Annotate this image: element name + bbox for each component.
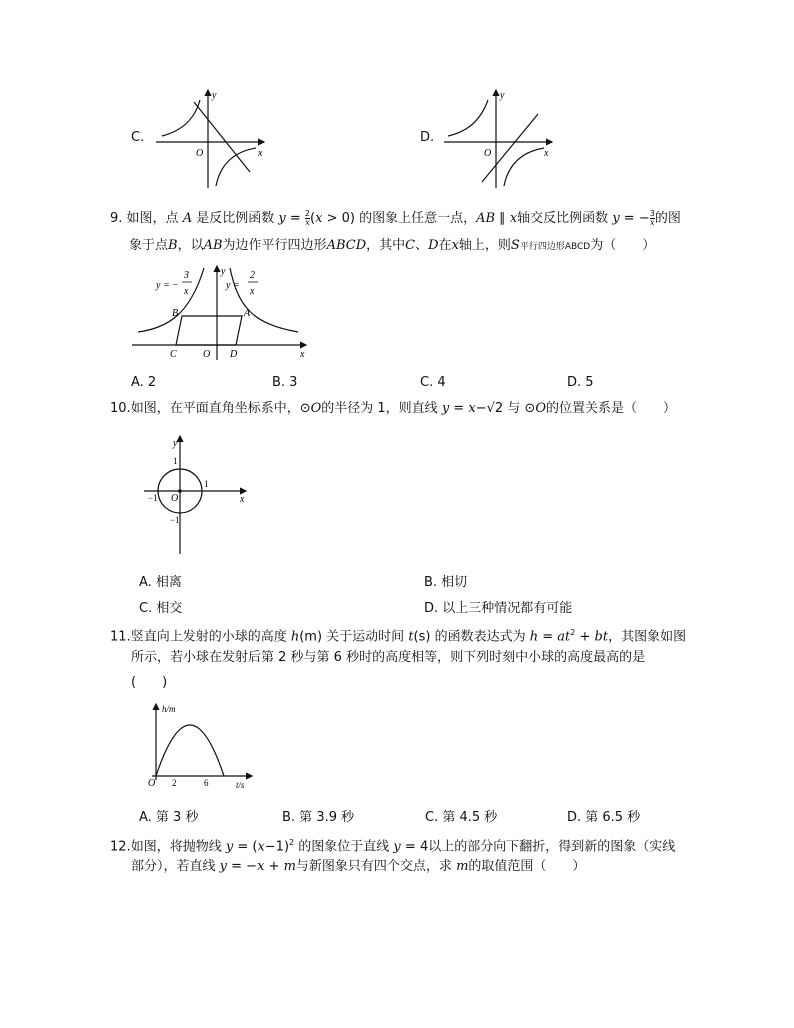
curve-upper-left	[448, 100, 488, 136]
q8-option-d-label: D.	[420, 130, 435, 145]
curve-upper-left	[162, 100, 200, 136]
q11-line2: 所示，若小球在发射后第 2 秒与第 6 秒时的高度相等，则下列时刻中小球的高度最高的是	[131, 650, 646, 665]
q8-option-d-graph	[440, 86, 560, 190]
svg-text:y = −: y = −	[156, 280, 179, 291]
svg-text:x: x	[544, 148, 549, 159]
q12-line1: 12.如图，将抛物线 $y = (x-1)^2$ 的图象位于直线 y = 4以上的部分向下翻折，得到新的图象（实线	[110, 838, 676, 855]
svg-text:x: x	[184, 286, 189, 297]
curve-lower-right	[504, 148, 544, 186]
q11-option-d[interactable]: D. 第 6.5 秒	[567, 810, 641, 825]
q10-line1: 10.如图，在平面直角坐标系中，⊙O的半径为 1，则直线 y = x−√2 与 ⊙O的位置关系是（ ）	[110, 401, 676, 416]
svg-text:y =: y =	[226, 280, 240, 291]
q10-figure	[140, 432, 252, 556]
svg-text:6: 6	[204, 778, 209, 788]
svg-text:3: 3	[184, 270, 189, 281]
svg-text:t/s: t/s	[236, 780, 245, 790]
svg-text:x: x	[250, 286, 255, 297]
q9-option-a[interactable]: A. 2	[131, 375, 157, 390]
svg-text:−1: −1	[170, 515, 180, 525]
svg-text:h/m: h/m	[162, 704, 176, 714]
svg-text:2: 2	[172, 778, 177, 788]
curve-neg-3-over-x	[138, 268, 204, 332]
svg-text:B: B	[172, 308, 179, 319]
parabola-h-t	[156, 725, 224, 776]
q10-option-a[interactable]: A. 相离	[139, 575, 182, 590]
q10-option-c[interactable]: C. 相交	[139, 601, 183, 616]
q9-option-d[interactable]: D. 5	[567, 375, 594, 390]
svg-text:1: 1	[173, 456, 178, 466]
svg-text:x: x	[240, 494, 245, 505]
line	[194, 102, 250, 172]
svg-text:O: O	[148, 778, 156, 789]
svg-text:y: y	[212, 90, 217, 101]
svg-text:C: C	[170, 349, 177, 360]
svg-text:D: D	[230, 349, 238, 360]
q11-figure	[140, 700, 260, 794]
svg-text:O: O	[484, 148, 492, 159]
q11-option-a[interactable]: A. 第 3 秒	[139, 810, 199, 825]
svg-text:2: 2	[250, 270, 255, 281]
q9-line2: 象于点B，以AB为边作平行四边形ABCD，其中C、D在x轴上，则S平行四边形ABCD为（ ）	[129, 238, 656, 253]
q9-option-b[interactable]: B. 3	[272, 375, 298, 390]
q11-option-b[interactable]: B. 第 3.9 秒	[282, 810, 355, 825]
svg-text:O: O	[196, 148, 204, 159]
svg-text:y: y	[221, 266, 226, 277]
q11-line3: ( )	[131, 675, 168, 690]
svg-text:A: A	[244, 308, 251, 319]
svg-text:y: y	[173, 438, 178, 449]
q10-option-b[interactable]: B. 相切	[424, 575, 468, 590]
svg-text:1: 1	[204, 479, 209, 489]
svg-text:x: x	[258, 148, 263, 159]
q8-option-c-graph	[150, 86, 270, 190]
q12-line2: 部分），若直线 y = −x + m与新图象只有四个交点，求 m的取值范围（ ）	[131, 859, 586, 874]
q10-option-d[interactable]: D. 以上三种情况都有可能	[424, 601, 573, 616]
svg-text:y: y	[500, 90, 505, 101]
q9-line1: 9. 如图，点 A 是反比例函数 y = $\frac{2}{x}$ (x > 0) 的图象上任意一点，AB ∥ x轴交反比例函数 y = − $\frac{3}{x}$ 的图	[110, 209, 681, 227]
q11-option-c[interactable]: C. 第 4.5 秒	[425, 810, 498, 825]
svg-text:O: O	[203, 349, 211, 360]
q11-line1: 11.竖直向上发射的小球的高度 h(m) 关于运动时间 t(s) 的函数表达式为 $h = at^2$ + bt，其图象如图	[110, 628, 687, 645]
svg-text:x: x	[300, 349, 305, 360]
parallelogram-abcd	[176, 316, 242, 345]
q8-option-c-label: C.	[131, 130, 145, 145]
svg-text:O: O	[171, 493, 179, 504]
q9-option-c[interactable]: C. 4	[420, 375, 446, 390]
q9-figure	[128, 262, 312, 362]
svg-text:−1: −1	[148, 493, 158, 503]
